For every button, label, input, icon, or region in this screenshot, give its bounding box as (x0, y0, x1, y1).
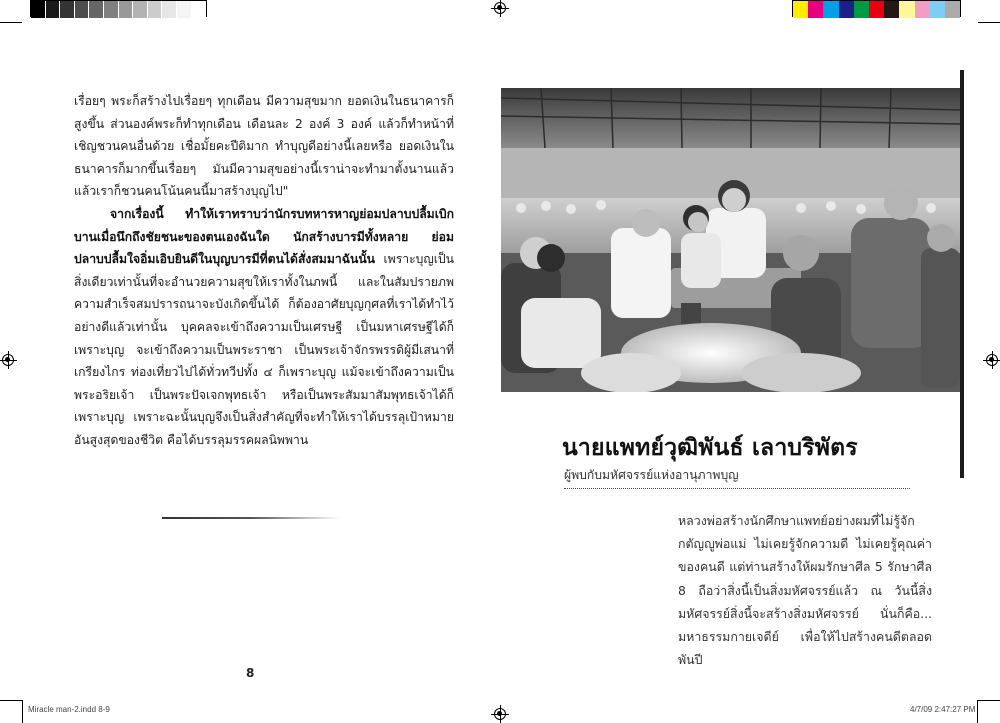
paragraph-continuation: เพราะบุญเป็นสิ่งเดียวเท่านั้นที่จะอำนวยความสุขให้เราทั้งในภพนี้ และในสัมปรายภพ ความสำเร็จสมปรารถนาจะบังเกิดขึ้นได้ ก็ต้องอาศัยบุญกุศลที่เราได้ทำไว้อย่างดีแล้วเท่านั้น บุคคลจะเข้าถึงความเป็นเศรษฐี เป็นมหาเศรษฐีได้ก็เพราะบุญ จะเข้าถึงความเป็นพระราชา เป็นพระเจ้าจักรพรรดิผู้มีเสนาที่เกรียงไกร ท่องเที่ยวไปได้ทั่วทวีปทั้ง ๔ ก็เพราะบุญ แม้จะเข้าถึงความเป็นพระอริยเจ้า เป็นพระปัจเจกพุทธเจ้า หรือเป็นพระสัมมาสัมพุทธเจ้าได้ก็เพราะบุญ เพราะฉะนั้นบุญจึงเป็นสิ่งสำคัญที่จะทำให้เราได้บรรลุเป้าหมายอันสูงสุดของชีวิต คือได้บรรลุมรรคผลนิพพาน (74, 252, 454, 447)
grayscale-calibration-bar (30, 0, 207, 17)
calibration-swatch (104, 1, 119, 18)
calibration-swatch (808, 1, 823, 18)
color-calibration-bar (792, 0, 961, 17)
calibration-swatch (884, 1, 899, 18)
calibration-swatch (133, 1, 148, 18)
bold-emphasis: จากเรื่องนี้ ทำให้เราทราบว่านักรบทหารหาญย่อมปลาบปลื้มเบิกบานเมื่อนึกถึงชัยชนะของตนเองฉันใด นักสร้างบารมีทั้งหลาย ย่อมปลาบปลื้มใจอิ่มเอิบยินดีในบุญบารมีที่ตนได้สั่งสมมาฉันนั้น (74, 206, 454, 267)
registration-mark-top (494, 2, 506, 14)
temple-ceremony-photo (501, 88, 960, 392)
crop-mark (978, 700, 1000, 701)
article-title: นายแพทย์วุฒิพันธ์ เลาบริพัตร (562, 435, 858, 461)
calibration-swatch (823, 1, 838, 18)
calibration-swatch (192, 1, 207, 18)
calibration-swatch (930, 1, 945, 18)
calibration-swatch (869, 1, 884, 18)
calibration-swatch (119, 1, 134, 18)
crop-mark (0, 22, 22, 23)
registration-mark-right (986, 354, 998, 366)
left-page-body (74, 90, 454, 452)
calibration-swatch (899, 1, 914, 18)
calibration-swatch (945, 1, 960, 18)
section-divider (162, 517, 340, 519)
calibration-swatch (75, 1, 90, 18)
article-subtitle: ผู้พบกับมหัศจรรย์แห่งอานุภาพบุญ (564, 468, 739, 482)
calibration-swatch (177, 1, 192, 18)
testimonial-paragraph: หลวงพ่อสร้างนักศึกษาแพทย์อย่างผมที่ไม่รู้จักกตัญญูพ่อแม่ ไม่เคยรู้จักความดี ไม่เคยรู้คุณค่าของคนดี แต่ท่านสร้างให้ผมรักษาศีล 5 รักษาศีล 8 ถือว่าสิ่งนี้เป็นสิ่งมหัศจรรย์แล้ว ณ วันนี้สิ่งมหัศจรรย์สิ่งนี้จะสร้างสิ่งมหัศจรรย์ นั่นก็คือ... มหาธรรมกายเจดีย์ เพื่อให้ไปสร้างคนดีตลอดพันปี (678, 513, 932, 668)
calibration-swatch (162, 1, 177, 18)
crop-mark (0, 700, 22, 701)
calibration-swatch (839, 1, 854, 18)
crop-mark (977, 700, 978, 723)
page-number: 8 (246, 666, 255, 680)
right-page-body (678, 509, 932, 671)
calibration-swatch (148, 1, 163, 18)
calibration-swatch (46, 1, 61, 18)
paragraph-lesson (74, 203, 454, 452)
file-slug: Miracle man-2.indd 8-9 (28, 705, 110, 714)
calibration-swatch (915, 1, 930, 18)
registration-mark-left (2, 354, 14, 366)
page-edge-bar (960, 70, 964, 478)
paragraph-quote: เรื่อยๆ พระก็สร้างไปเรื่อยๆ ทุกเดือน มีความสุขมาก ยอดเงินในธนาคารก็สูงขึ้น ส่วนองค์พระก็ทำทุกเดือน เดือนละ 2 องค์ 3 องค์ แล้วก็ทำหน้าที่เชิญชวนคนอื่นด้วย เชื่อมั้ยคะปีติมาก ทำบุญดีอย่างนี้เลยหรือ ยอดเงินในธนาคารก็มากขึ้นเรื่อยๆ มันมีความสุขอย่างนี้เราน่าจะทำมาตั้งนานแล้ว แล้วเราก็ชวนคนโน้นคนนี้มาสร้างบุญไป" (74, 94, 454, 199)
calibration-swatch (89, 1, 104, 18)
calibration-swatch (31, 1, 46, 18)
calibration-swatch (793, 1, 808, 18)
crop-mark (978, 22, 1000, 23)
calibration-swatch (854, 1, 869, 18)
print-timestamp: 4/7/09 2:47:27 PM (910, 705, 976, 714)
calibration-swatch (60, 1, 75, 18)
registration-mark-bottom (494, 708, 506, 720)
dotted-rule (564, 488, 910, 489)
crop-mark (22, 700, 23, 723)
